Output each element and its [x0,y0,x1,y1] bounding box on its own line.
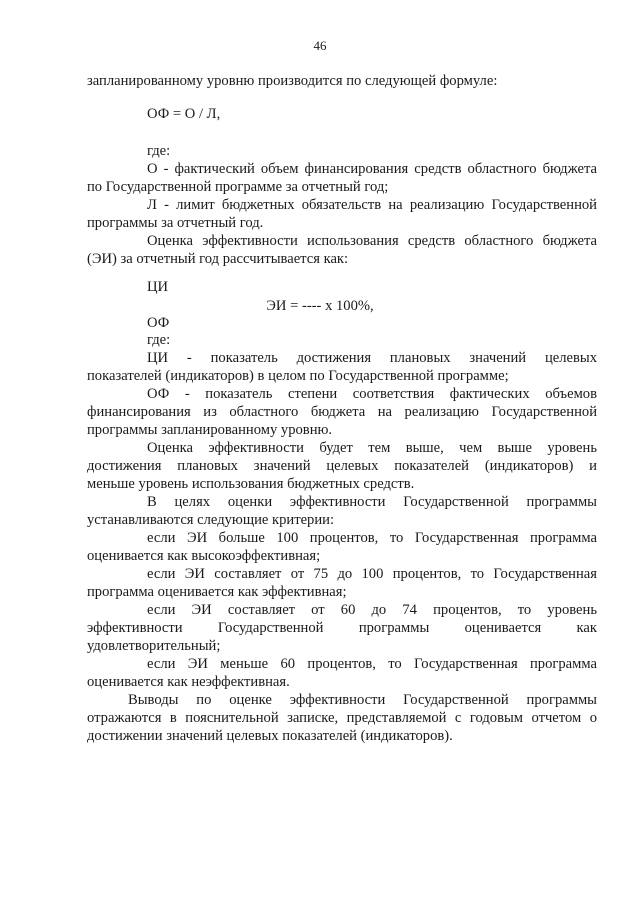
criterion-1-line-2: оценивается как высокоэффективная; [87,548,321,564]
ci-definition-line-1: ЦИ - показатель достижения плановых значений целевых [147,350,597,366]
conclusion-line-2: отражаются в пояснительной записке, представляемой с годовым отчетом о [87,710,597,726]
criterion-2-line-2: программа оценивается как эффективная; [87,584,347,600]
criteria-intro-line-1: В целях оценки эффективности Государственной программы [147,494,597,510]
of-definition-line-1: ОФ - показатель степени соответствия фактических объемов [147,386,597,402]
formula-of: ОФ = О / Л, [147,106,221,122]
conclusion-line-3: достижении значений целевых показателей (индикаторов). [87,728,453,744]
intro-line: запланированному уровню производится по следующей формуле: [87,73,498,89]
criterion-1-line-1: если ЭИ больше 100 процентов, то Государственная программа [147,530,597,546]
l-definition-line-1: Л - лимит бюджетных обязательств на реализацию Государственной [147,197,597,213]
criterion-2-line-1: если ЭИ составляет от 75 до 100 процентов, то Государственная [147,566,597,582]
assessment-line-2: достижения плановых значений целевых показателей (индикаторов) и [87,458,597,474]
of-definition-line-3: программы запланированному уровню. [87,422,333,438]
criteria-intro-line-2: устанавливаются следующие критерии: [87,512,335,528]
criterion-3-line-1: если ЭИ составляет от 60 до 74 процентов, то уровень [147,602,597,618]
o-definition-line-2: по Государственной программе за отчетный год; [87,179,389,195]
o-definition-line-1: О - фактический объем финансирования средств областного бюджета [147,161,597,177]
formula-numerator: ЦИ [147,279,169,295]
assessment-line-1: Оценка эффективности будет тем выше, чем выше уровень [147,440,597,456]
criterion-4-line-2: оценивается как неэффективная. [87,674,290,690]
criterion-3-line-3: удовлетворительный; [87,638,221,654]
where-label-2: где: [147,332,171,348]
criterion-3-line-2: эффективности Государственной программы оценивается как [87,620,597,636]
page-number: 46 [313,38,327,53]
efficiency-intro-line-2: (ЭИ) за отчетный год рассчитывается как: [87,251,349,267]
efficiency-intro-line-1: Оценка эффективности использования средств областного бюджета [147,233,597,249]
conclusion-line-1: Выводы по оценке эффективности Государственной программы [128,692,597,708]
of-definition-line-2: финансирования из областного бюджета на реализацию Государственной [87,404,597,420]
formula-ei: ЭИ = ---- x 100%, [266,298,374,314]
ci-definition-line-2: показателей (индикаторов) в целом по Государственной программе; [87,368,509,384]
l-definition-line-2: программы за отчетный год. [87,215,264,231]
assessment-line-3: меньше уровень использования бюджетных средств. [87,476,415,492]
criterion-4-line-1: если ЭИ меньше 60 процентов, то Государственная программа [147,656,597,672]
where-label-1: где: [147,143,171,159]
formula-denominator: ОФ [147,315,170,331]
